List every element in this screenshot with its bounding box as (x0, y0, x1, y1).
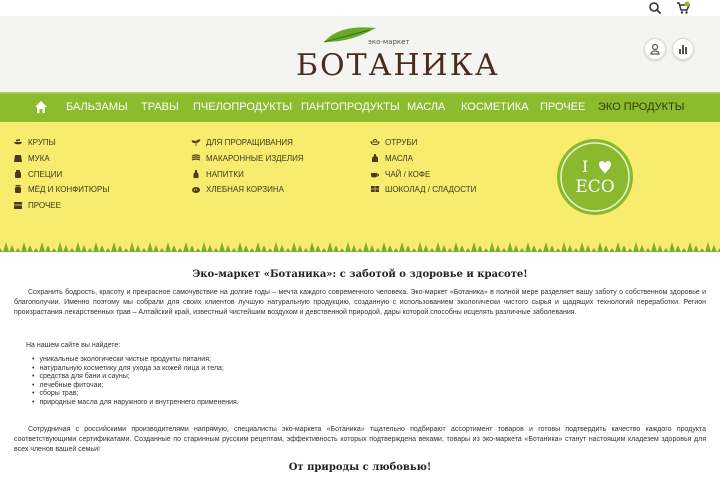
menu-item-label: МУКА (28, 153, 50, 163)
menu-item-label: ДЛЯ ПРОРАЩИВАНИЯ (206, 137, 293, 147)
menu-item-label: МАКАРОННЫЕ ИЗДЕЛИЯ (206, 153, 304, 163)
menu-item-label: ПРОЧЕЕ (28, 200, 61, 210)
chart-icon (673, 39, 693, 59)
menu-item-spices[interactable] (13, 167, 62, 181)
menu-item-groats[interactable] (13, 135, 56, 149)
menu-item-misc[interactable] (13, 198, 61, 212)
intro-paragraph: Сохранить бодрость, красоту и прекрасное самочувствие на долгие годы – мечта каждого современного человека. Эко-маркет «Ботаника» в полной мере разделяет вашу заботу о собственном здоровье и благополучии. Именно поэтому мы собрали для своих клиентов лучшую натуральную продукцию, созданную с использованием экологически чистого сырья и щадящих технологий переработки. Регион произрастания лекарственных трав – Алтайский край, известный чистейшим воздухом и девственной природой, дары которой способны исцелять различные заболевания. (14, 289, 706, 316)
bread-icon (191, 184, 201, 194)
menu-item-label: НАПИТКИ (206, 169, 244, 179)
chocolate-icon (370, 184, 380, 194)
list-item: • средства для бани и сауны; (32, 373, 239, 382)
menu-item-label: СПЕЦИИ (28, 169, 63, 179)
top-strip (0, 0, 720, 16)
nav-item-eco-products[interactable]: ЭКО ПРОДУКТЫ (598, 101, 685, 113)
nav-item-herbs[interactable]: ТРАВЫ (141, 101, 179, 113)
eco-products-dropdown (0, 122, 720, 248)
spice-jar-icon (13, 169, 23, 179)
nav-item-oils[interactable]: МАСЛА (407, 101, 446, 113)
main-nav (0, 92, 720, 122)
closing-heading: От природы с любовью! (288, 462, 432, 473)
logo-tagline: эко-маркет (368, 38, 410, 46)
menu-item-honey[interactable] (13, 182, 109, 196)
sprout-icon (191, 137, 201, 147)
nav-item-other[interactable]: ПРОЧЕЕ (540, 101, 586, 113)
outro-paragraph: Сотрудничая с российскими производителями напрямую, специалисты эко-маркета «Ботаника» тщательно подбирают ассортимент товаров и готовы подтвердить качество каждого продукта соответствующими сертификатами. Созданные по старинным русским рецептам, эффективность которых подтверждена веками, товары из эко-маркета «Ботаника» станут настоящим кладезем здоровья для всех членов вашей семьи! (14, 426, 706, 453)
eco-badge-text: ECO (575, 177, 615, 197)
menu-item-label: ШОКОЛАД / СЛАДОСТИ (385, 184, 477, 194)
flour-bag-icon (13, 153, 23, 163)
nav-item-bee-products[interactable]: ПЧЕЛОПРОДУКТЫ (193, 101, 293, 113)
list-item: • природные масла для наружного и внутреннего применения. (32, 399, 239, 408)
bottle-icon (191, 169, 201, 179)
list-intro: На нашем сайте вы найдете: (26, 342, 121, 349)
menu-item-label: МАСЛА (385, 153, 413, 163)
nav-item-panto-products[interactable]: ПАНТОПРОДУКТЫ (301, 101, 400, 113)
grass-divider (0, 238, 720, 260)
menu-item-sprouting[interactable] (191, 135, 293, 149)
menu-item-flour[interactable] (13, 151, 50, 165)
site-logo[interactable] (296, 22, 500, 88)
menu-item-pasta[interactable] (191, 151, 304, 165)
nav-item-balsams[interactable]: БАЛЬЗАМЫ (66, 101, 128, 113)
user-icon (645, 39, 665, 59)
menu-item-bran[interactable] (370, 135, 417, 149)
bowl-icon (13, 137, 23, 147)
box-icon (13, 200, 23, 210)
eco-badge-i: I (582, 157, 589, 176)
honey-jar-icon (13, 184, 23, 194)
account-button[interactable] (644, 38, 666, 60)
nav-item-cosmetics[interactable]: КОСМЕТИКА (461, 101, 529, 113)
menu-item-label: ХЛЕБНАЯ КОРЗИНА (206, 184, 284, 194)
menu-item-label: КРУПЫ (28, 137, 56, 147)
menu-item-label: ЧАЙ / КОФЕ (385, 169, 431, 179)
logo-wordmark: БОТАНИКА (296, 48, 500, 83)
menu-item-bread[interactable] (191, 182, 284, 196)
cart-icon[interactable] (676, 1, 690, 15)
oil-bottle-icon (370, 153, 380, 163)
list-item: • уникальные экологически чистые продукты питания; (32, 356, 239, 365)
menu-item-chocolate[interactable] (370, 182, 476, 196)
menu-item-drinks[interactable] (191, 167, 244, 181)
list-item: • сборы трав; (32, 390, 239, 399)
home-icon[interactable] (34, 100, 48, 114)
list-item: • натуральную косметику для ухода за кожей лица и тела; (32, 365, 239, 374)
cup-icon (370, 169, 380, 179)
bran-bowl-icon (370, 137, 380, 147)
site-header (0, 16, 720, 92)
pasta-icon (191, 153, 201, 163)
content-title: Эко-маркет «Ботаника»: с заботой о здоровье и красоте! (192, 269, 528, 280)
compare-button[interactable] (672, 38, 694, 60)
eco-badge (556, 138, 634, 216)
menu-item-label: ОТРУБИ (385, 137, 418, 147)
menu-item-oils[interactable] (370, 151, 413, 165)
search-icon[interactable] (648, 1, 662, 15)
main-content (0, 260, 720, 480)
features-list (32, 356, 239, 408)
list-item: • лечебные фиточаи; (32, 382, 239, 391)
menu-item-label: МЁД И КОНФИТЮРЫ (28, 184, 110, 194)
menu-item-tea-coffee[interactable] (370, 167, 430, 181)
